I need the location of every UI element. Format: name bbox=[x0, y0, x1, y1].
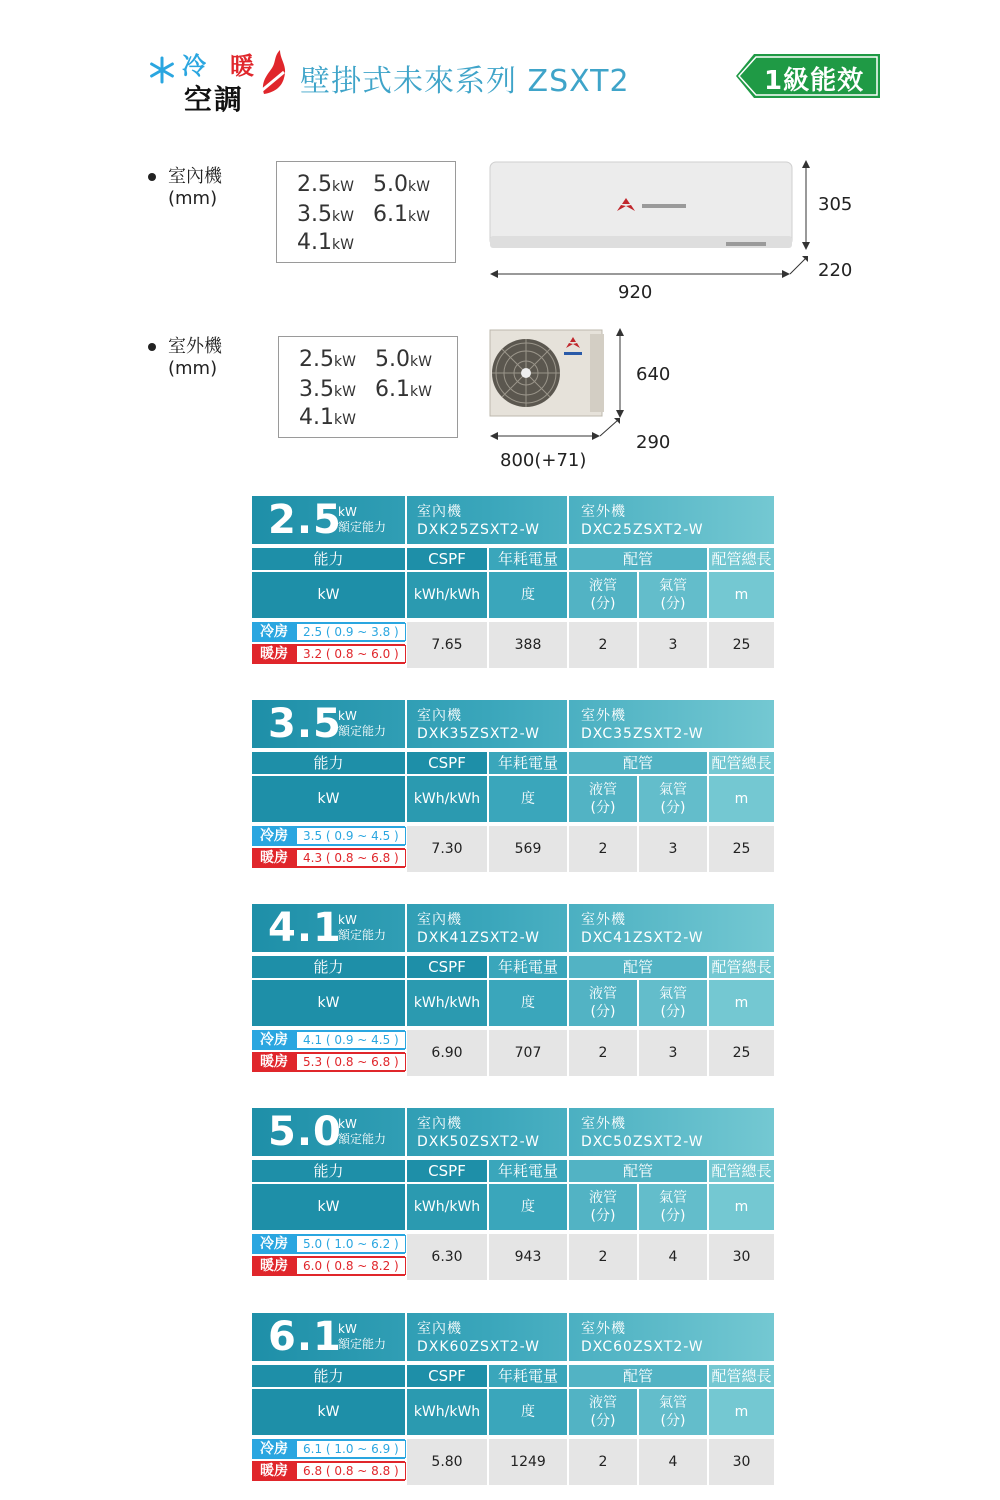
heating-row bbox=[252, 644, 405, 664]
gas-pipe-value: 3 bbox=[639, 826, 707, 872]
fen-unit: (分) bbox=[660, 596, 686, 612]
heating-capacity: 6.8 ( 0.8 ~ 8.8 ) bbox=[296, 1462, 406, 1480]
liquid-pipe-cell bbox=[569, 980, 637, 1026]
indoor-capacity-list bbox=[276, 161, 456, 263]
pipe-total-value: 25 bbox=[709, 1030, 774, 1076]
annual-value: 569 bbox=[489, 826, 567, 872]
rated-capacity-label: 額定能力 bbox=[338, 1132, 387, 1146]
cspf-unit-cell: kWh/kWh bbox=[407, 572, 487, 618]
liquid-pipe-value: 2 bbox=[569, 622, 637, 668]
page-title: 壁掛式未來系列 ZSXT2 bbox=[300, 64, 630, 99]
gas-pipe-cell bbox=[639, 776, 707, 822]
outdoor-unit-heading bbox=[148, 336, 222, 380]
bullet-dot bbox=[148, 343, 156, 351]
heating-tag: 暖房 bbox=[260, 1258, 288, 1274]
piping-header: 配管 bbox=[569, 1365, 707, 1387]
cooling-tag: 冷房 bbox=[260, 828, 288, 844]
annual-unit-cell: 度 bbox=[489, 776, 567, 822]
liquid-pipe-value: 2 bbox=[569, 826, 637, 872]
heating-tag: 暖房 bbox=[260, 1463, 288, 1479]
kw-unit: kW bbox=[410, 384, 432, 400]
piping-header: 配管 bbox=[569, 548, 707, 570]
cooling-row bbox=[252, 826, 405, 846]
capacity-heading: 5.0 bbox=[268, 1109, 342, 1155]
capacity-heading: 3.5 bbox=[268, 701, 342, 747]
indoor-unit-mm: (mm) bbox=[168, 188, 218, 209]
cspf-unit-cell: kWh/kWh bbox=[407, 1389, 487, 1435]
outdoor-model-label: 室外機 bbox=[581, 708, 626, 724]
capacity-value: 4.1 bbox=[299, 405, 334, 430]
bullet-dot bbox=[148, 173, 156, 181]
divider bbox=[567, 904, 569, 952]
cooling-capacity: 4.1 ( 0.9 ~ 4.5 ) bbox=[296, 1031, 406, 1049]
annual-value: 707 bbox=[489, 1030, 567, 1076]
cspf-header: CSPF bbox=[407, 1365, 487, 1387]
capacity-header: 能力 bbox=[252, 752, 405, 774]
indoor-depth-label: 220 bbox=[818, 260, 853, 281]
piping-header: 配管 bbox=[569, 1160, 707, 1182]
meter-unit-cell: m bbox=[709, 1389, 774, 1435]
capacity-header: 能力 bbox=[252, 956, 405, 978]
kw-unit: kW bbox=[410, 354, 432, 370]
fen-unit: (分) bbox=[590, 1208, 616, 1224]
kw-label bbox=[338, 1117, 386, 1147]
outdoor-model bbox=[581, 503, 704, 539]
cooling-tag: 冷房 bbox=[260, 1032, 288, 1048]
cspf-value: 6.30 bbox=[407, 1234, 487, 1280]
indoor-model bbox=[417, 1115, 540, 1151]
cooling-row bbox=[252, 1439, 405, 1459]
cooling-row bbox=[252, 622, 405, 642]
gas-pipe-label: 氣管 bbox=[659, 986, 687, 1002]
pipe-total-value: 30 bbox=[709, 1439, 774, 1485]
pipe-total-header: 配管總長 bbox=[709, 1365, 774, 1387]
indoor-model-number: DXK35ZSXT2-W bbox=[417, 726, 540, 742]
divider bbox=[405, 904, 407, 952]
pipe-total-value: 25 bbox=[709, 622, 774, 668]
flame-icon bbox=[258, 48, 288, 96]
cooling-capacity: 5.0 ( 1.0 ~ 6.2 ) bbox=[296, 1235, 406, 1253]
outdoor-unit-mm: (mm) bbox=[168, 358, 218, 379]
outdoor-width-label: 800(+71) bbox=[500, 450, 587, 471]
kw-label bbox=[338, 913, 386, 943]
spec-table bbox=[252, 904, 774, 1076]
indoor-model bbox=[417, 707, 540, 743]
kw-text: kW bbox=[338, 913, 357, 927]
pipe-total-header: 配管總長 bbox=[709, 752, 774, 774]
liquid-pipe-label: 液管 bbox=[589, 1190, 617, 1206]
outdoor-depth-label: 290 bbox=[636, 432, 671, 453]
liquid-pipe-label: 液管 bbox=[589, 986, 617, 1002]
liquid-pipe-label: 液管 bbox=[589, 1395, 617, 1411]
gas-pipe-label: 氣管 bbox=[659, 1190, 687, 1206]
outdoor-model-number: DXC35ZSXT2-W bbox=[581, 726, 704, 742]
kw-unit: kW bbox=[408, 209, 430, 225]
liquid-pipe-cell bbox=[569, 776, 637, 822]
cspf-header: CSPF bbox=[407, 956, 487, 978]
outdoor-model-number: DXC25ZSXT2-W bbox=[581, 522, 704, 538]
indoor-label: 室內機 bbox=[168, 166, 222, 187]
capacity-value: 3.5 bbox=[297, 202, 332, 227]
kw-unit: kW bbox=[334, 412, 356, 428]
cspf-header: CSPF bbox=[407, 1160, 487, 1182]
liquid-pipe-value: 2 bbox=[569, 1439, 637, 1485]
divider bbox=[567, 496, 569, 544]
rated-capacity-label: 額定能力 bbox=[338, 520, 387, 534]
liquid-pipe-label: 液管 bbox=[589, 578, 617, 594]
liquid-pipe-cell bbox=[569, 1184, 637, 1230]
gas-pipe-label: 氣管 bbox=[659, 782, 687, 798]
kw-unit: kW bbox=[334, 354, 356, 370]
divider bbox=[567, 1313, 569, 1361]
kw-text: kW bbox=[338, 1322, 357, 1336]
rated-capacity-label: 額定能力 bbox=[338, 928, 387, 942]
liquid-pipe-value: 2 bbox=[569, 1234, 637, 1280]
cooling-row bbox=[252, 1030, 405, 1050]
annual-unit-cell: 度 bbox=[489, 572, 567, 618]
cspf-unit-cell: kWh/kWh bbox=[407, 1184, 487, 1230]
cspf-unit-cell: kWh/kWh bbox=[407, 776, 487, 822]
pipe-total-header: 配管總長 bbox=[709, 956, 774, 978]
kw-text: kW bbox=[338, 1117, 357, 1131]
annual-header: 年耗電量 bbox=[489, 752, 567, 774]
meter-unit-cell: m bbox=[709, 980, 774, 1026]
spec-table bbox=[252, 1313, 774, 1485]
capacity-value: 2.5 bbox=[299, 347, 334, 372]
kw-text: kW bbox=[338, 505, 357, 519]
capacity-header: 能力 bbox=[252, 1160, 405, 1182]
kw-unit-cell: kW bbox=[252, 572, 405, 618]
gas-pipe-label: 氣管 bbox=[659, 578, 687, 594]
gas-pipe-label: 氣管 bbox=[659, 1395, 687, 1411]
annual-header: 年耗電量 bbox=[489, 1160, 567, 1182]
fen-unit: (分) bbox=[590, 1004, 616, 1020]
indoor-model bbox=[417, 911, 540, 947]
outdoor-label: 室外機 bbox=[168, 336, 222, 357]
capacity-value: 4.1 bbox=[297, 230, 332, 255]
cspf-header: CSPF bbox=[407, 548, 487, 570]
outdoor-model-number: DXC50ZSXT2-W bbox=[581, 1134, 704, 1150]
cspf-value: 7.30 bbox=[407, 826, 487, 872]
cooling-tag: 冷房 bbox=[260, 1441, 288, 1457]
kw-unit-cell: kW bbox=[252, 1184, 405, 1230]
indoor-height-label: 305 bbox=[818, 194, 853, 215]
cspf-value: 6.90 bbox=[407, 1030, 487, 1076]
annual-unit-cell: 度 bbox=[489, 1389, 567, 1435]
pipe-total-value: 30 bbox=[709, 1234, 774, 1280]
cooling-row bbox=[252, 1234, 405, 1254]
outdoor-model-number: DXC60ZSXT2-W bbox=[581, 1339, 704, 1355]
liquid-pipe-label: 液管 bbox=[589, 782, 617, 798]
heating-row bbox=[252, 1461, 405, 1481]
indoor-unit-drawing bbox=[486, 156, 826, 296]
liquid-pipe-cell bbox=[569, 572, 637, 618]
kw-label bbox=[338, 1322, 386, 1352]
outdoor-model-number: DXC41ZSXT2-W bbox=[581, 930, 704, 946]
meter-unit-cell: m bbox=[709, 1184, 774, 1230]
cooling-capacity: 2.5 ( 0.9 ~ 3.8 ) bbox=[296, 623, 406, 641]
indoor-model-number: DXK25ZSXT2-W bbox=[417, 522, 540, 538]
meter-unit-cell: m bbox=[709, 776, 774, 822]
pipe-total-header: 配管總長 bbox=[709, 1160, 774, 1182]
outdoor-model bbox=[581, 1115, 704, 1151]
heating-capacity: 6.0 ( 0.8 ~ 8.2 ) bbox=[296, 1257, 406, 1275]
divider bbox=[405, 1313, 407, 1361]
kw-unit-cell: kW bbox=[252, 1389, 405, 1435]
kw-unit: kW bbox=[408, 179, 430, 195]
indoor-model-label: 室內機 bbox=[417, 1321, 462, 1337]
liquid-pipe-cell bbox=[569, 1389, 637, 1435]
gas-pipe-cell bbox=[639, 1389, 707, 1435]
fen-unit: (分) bbox=[660, 1413, 686, 1429]
heating-tag: 暖房 bbox=[260, 850, 288, 866]
annual-header: 年耗電量 bbox=[489, 548, 567, 570]
kw-unit: kW bbox=[332, 179, 354, 195]
gas-pipe-value: 3 bbox=[639, 622, 707, 668]
kw-unit: kW bbox=[332, 237, 354, 253]
heating-row bbox=[252, 848, 405, 868]
kw-label bbox=[338, 709, 386, 739]
outdoor-model-label: 室外機 bbox=[581, 1116, 626, 1132]
outdoor-model-label: 室外機 bbox=[581, 1321, 626, 1337]
cspf-value: 5.80 bbox=[407, 1439, 487, 1485]
fen-unit: (分) bbox=[590, 1413, 616, 1429]
cooling-tag: 冷房 bbox=[260, 624, 288, 640]
cspf-unit-cell: kWh/kWh bbox=[407, 980, 487, 1026]
piping-header: 配管 bbox=[569, 752, 707, 774]
heating-capacity: 5.3 ( 0.8 ~ 6.8 ) bbox=[296, 1053, 406, 1071]
liquid-pipe-value: 2 bbox=[569, 1030, 637, 1076]
meter-unit-cell: m bbox=[709, 572, 774, 618]
indoor-model bbox=[417, 1320, 540, 1356]
cooling-tag: 冷房 bbox=[260, 1236, 288, 1252]
kw-unit-cell: kW bbox=[252, 776, 405, 822]
divider bbox=[405, 1108, 407, 1156]
outdoor-model-label: 室外機 bbox=[581, 912, 626, 928]
heating-row bbox=[252, 1052, 405, 1072]
divider bbox=[405, 700, 407, 748]
spec-table bbox=[252, 700, 774, 872]
outdoor-capacity-list bbox=[278, 336, 458, 438]
gas-pipe-value: 4 bbox=[639, 1439, 707, 1485]
capacity-value: 3.5 bbox=[299, 377, 334, 402]
gas-pipe-value: 4 bbox=[639, 1234, 707, 1280]
kw-unit: kW bbox=[334, 384, 356, 400]
piping-header: 配管 bbox=[569, 956, 707, 978]
heating-capacity: 3.2 ( 0.8 ~ 6.0 ) bbox=[296, 645, 406, 663]
gas-pipe-value: 3 bbox=[639, 1030, 707, 1076]
outdoor-unit-drawing bbox=[486, 326, 636, 446]
gas-pipe-cell bbox=[639, 572, 707, 618]
outdoor-model bbox=[581, 707, 704, 743]
efficiency-label: 1級能效 bbox=[764, 66, 865, 96]
indoor-model-label: 室內機 bbox=[417, 708, 462, 724]
cspf-value: 7.65 bbox=[407, 622, 487, 668]
rated-capacity-label: 額定能力 bbox=[338, 724, 387, 738]
heating-tag: 暖房 bbox=[260, 1054, 288, 1070]
capacity-heading: 4.1 bbox=[268, 905, 342, 951]
indoor-model-label: 室內機 bbox=[417, 912, 462, 928]
gas-pipe-cell bbox=[639, 980, 707, 1026]
heating-row bbox=[252, 1256, 405, 1276]
kw-unit-cell: kW bbox=[252, 980, 405, 1026]
annual-unit-cell: 度 bbox=[489, 980, 567, 1026]
fen-unit: (分) bbox=[590, 800, 616, 816]
capacity-value: 5.0 bbox=[375, 347, 410, 372]
annual-header: 年耗電量 bbox=[489, 956, 567, 978]
annual-header: 年耗電量 bbox=[489, 1365, 567, 1387]
cold-label: 冷 bbox=[182, 52, 207, 80]
capacity-value: 6.1 bbox=[375, 377, 410, 402]
indoor-model-number: DXK50ZSXT2-W bbox=[417, 1134, 540, 1150]
indoor-model bbox=[417, 503, 540, 539]
outdoor-model bbox=[581, 1320, 704, 1356]
annual-value: 1249 bbox=[489, 1439, 567, 1485]
capacity-heading: 6.1 bbox=[268, 1314, 342, 1360]
aircon-label: 空調 bbox=[184, 83, 245, 116]
divider bbox=[567, 1108, 569, 1156]
kw-unit: kW bbox=[332, 209, 354, 225]
gas-pipe-cell bbox=[639, 1184, 707, 1230]
warm-label: 暖 bbox=[230, 52, 255, 80]
snowflake-icon bbox=[148, 56, 176, 84]
capacity-value: 5.0 bbox=[373, 172, 408, 197]
capacity-heading: 2.5 bbox=[268, 497, 342, 543]
cspf-header: CSPF bbox=[407, 752, 487, 774]
cooling-capacity: 6.1 ( 1.0 ~ 6.9 ) bbox=[296, 1440, 406, 1458]
outdoor-model bbox=[581, 911, 704, 947]
spec-table bbox=[252, 1108, 774, 1280]
indoor-model-label: 室內機 bbox=[417, 1116, 462, 1132]
indoor-model-number: DXK41ZSXT2-W bbox=[417, 930, 540, 946]
pipe-total-value: 25 bbox=[709, 826, 774, 872]
divider bbox=[405, 496, 407, 544]
indoor-width-label: 920 bbox=[618, 282, 653, 303]
efficiency-badge bbox=[736, 54, 880, 98]
annual-value: 388 bbox=[489, 622, 567, 668]
rated-capacity-label: 額定能力 bbox=[338, 1337, 387, 1351]
cooling-capacity: 3.5 ( 0.9 ~ 4.5 ) bbox=[296, 827, 406, 845]
pipe-total-header: 配管總長 bbox=[709, 548, 774, 570]
spec-table bbox=[252, 496, 774, 668]
indoor-model-label: 室內機 bbox=[417, 504, 462, 520]
heating-tag: 暖房 bbox=[260, 646, 288, 662]
outdoor-height-label: 640 bbox=[636, 364, 671, 385]
heating-capacity: 4.3 ( 0.8 ~ 6.8 ) bbox=[296, 849, 406, 867]
divider bbox=[567, 700, 569, 748]
annual-value: 943 bbox=[489, 1234, 567, 1280]
fen-unit: (分) bbox=[660, 800, 686, 816]
fen-unit: (分) bbox=[660, 1004, 686, 1020]
annual-unit-cell: 度 bbox=[489, 1184, 567, 1230]
indoor-model-number: DXK60ZSXT2-W bbox=[417, 1339, 540, 1355]
outdoor-model-label: 室外機 bbox=[581, 504, 626, 520]
capacity-value: 6.1 bbox=[373, 202, 408, 227]
fen-unit: (分) bbox=[660, 1208, 686, 1224]
kw-text: kW bbox=[338, 709, 357, 723]
capacity-header: 能力 bbox=[252, 548, 405, 570]
indoor-unit-heading bbox=[148, 166, 222, 210]
capacity-header: 能力 bbox=[252, 1365, 405, 1387]
capacity-value: 2.5 bbox=[297, 172, 332, 197]
page-header bbox=[148, 42, 888, 116]
kw-label bbox=[338, 505, 386, 535]
fen-unit: (分) bbox=[590, 596, 616, 612]
